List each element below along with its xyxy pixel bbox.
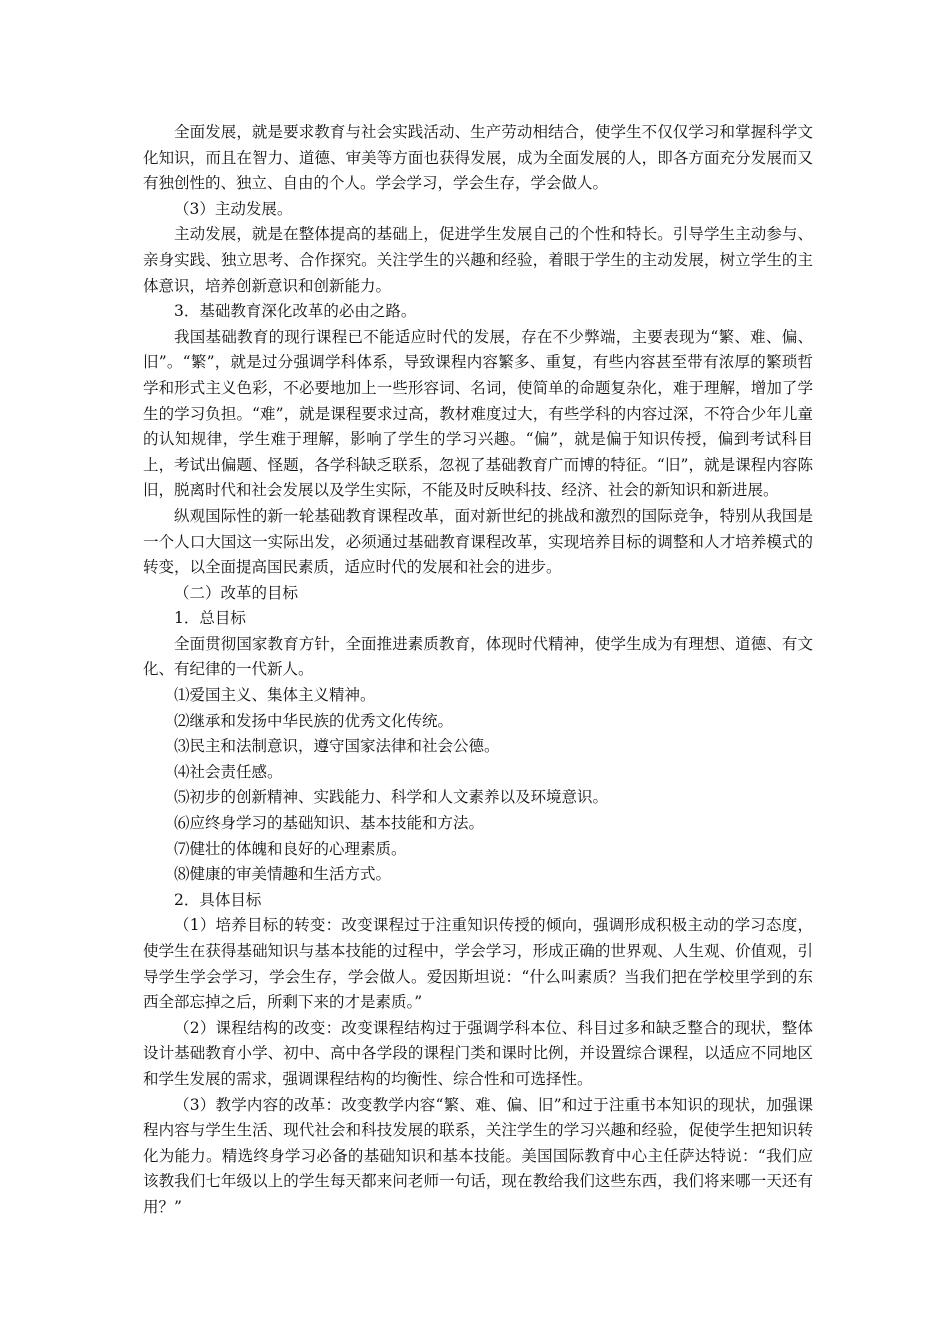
paragraph-comprehensive-development: 全面发展，就是要求教育与社会实践活动、生产劳动相结合，使学生不仅仅学习和掌握科学文化知识，而且在智力、道德、审美等方面也获得发展，成为全面发展的人，即各方面充分发展而又有独创性的、独立、自由的个人。学会学习，学会生存，学会做人。 xyxy=(143,123,813,193)
paragraph-curriculum-structure-change: （2）课程结构的改变：改变课程结构过于强调学科本位、科目过多和缺乏整合的现状，整体设计基础教育小学、初中、高中各学段的课程门类和课时比例，并设置综合课程，以适应不同地区和学生发展的需求，强调课程结构的均衡性、综合性和可选择性。 xyxy=(143,1018,813,1088)
list-item-goal-1: ⑴爱国主义、集体主义精神。 xyxy=(174,686,376,705)
heading-specific-goals: 2．具体目标 xyxy=(174,890,262,909)
paragraph-training-goal-change: （1）培养目标的转变：改变课程过于注重知识传授的倾向，强调形成积极主动的学习态度，使学生在获得基础知识与基本技能的过程中，学会学习，形成正确的世界观、人生观、价值观，引导学生学会学习，学会生存，学会做人。爱因斯坦说：“什么叫素质？当我们把在学校里学到的东西全部忘掉之后，所剩下来的才是素质。” xyxy=(143,916,813,1012)
list-item-goal-2: ⑵继承和发扬中华民族的优秀文化传统。 xyxy=(174,711,454,730)
heading-active-development: （3）主动发展。 xyxy=(174,199,293,218)
list-item-goal-8: ⑻健康的审美情趣和生活方式。 xyxy=(174,865,392,884)
heading-overall-goal: 1．总目标 xyxy=(174,609,246,628)
list-item-goal-6: ⑹应终身学习的基础知识、基本技能和方法。 xyxy=(174,814,485,833)
heading-reform-path: 3．基础教育深化改革的必由之路。 xyxy=(174,302,417,321)
document-body xyxy=(143,120,813,1221)
paragraph-overall-goal: 全面贯彻国家教育方针，全面推进素质教育，体现时代精神，使学生成为有理想、道德、有文化、有纪律的一代新人。 xyxy=(143,634,813,679)
paragraph-active-development: 主动发展，就是在整体提高的基础上，促进学生发展自己的个性和特长。引导学生主动参与、亲身实践、独立思考、合作探究。关注学生的兴趣和经验，着眼于学生的主动发展，树立学生的主体意识，培养创新意识和创新能力。 xyxy=(143,225,813,295)
heading-reform-goals: （二）改革的目标 xyxy=(174,583,299,602)
paragraph-international-reform: 纵观国际性的新一轮基础教育课程改革，面对新世纪的挑战和激烈的国际竞争，特别从我国是一个人口大国这一实际出发，必须通过基础教育课程改革，实现培养目标的调整和人才培养模式的转变，以全面提高国民素质，适应时代的发展和社会的进步。 xyxy=(143,506,813,577)
paragraph-teaching-content-reform: （3）教学内容的改革：改变教学内容“繁、难、偏、旧”和过于注重书本知识的现状，加强课程内容与学生生活、现代社会和科技发展的联系，关注学生的学习兴趣和经验，促使学生把知识转化为能力。精选终身学习必备的基础知识和基本技能。美国国际教育中心主任萨达特说：“我们应该教我们七年级以上的学生每天都来问老师一句话，现在教给我们这些东西，我们将来哪一天还有用？” xyxy=(143,1095,813,1216)
list-item-goal-5: ⑸初步的创新精神、实践能力、科学和人文素养以及环境意识。 xyxy=(174,788,609,807)
paragraph-current-curriculum-problems: 我国基础教育的现行课程已不能适应时代的发展，存在不少弊端，主要表现为“繁、难、偏、旧”。“繁”，就是过分强调学科体系，导致课程内容繁多、重复，有些内容甚至带有浓厚的繁琐哲学和形式主义色彩，不必要地加上一些形容词、名词，使简单的命题复杂化，难于理解，增加了学生的学习负担。“难”，就是课程要求过高，教材难度过大，有些学科的内容过深，不符合少年儿童的认知规律，学生难于理解，影响了学生的学习兴趣。“偏”，就是偏于知识传授，偏到考试科目上，考试出偏题、怪题，各学科缺乏联系，忽视了基础教育广而博的特征。“旧”，就是课程内容陈旧，脱离时代和社会发展以及学生实际，不能及时反映科技、经济、社会的新知识和新进展。 xyxy=(143,327,813,500)
list-item-goal-4: ⑷社会责任感。 xyxy=(174,762,283,781)
list-item-goal-7: ⑺健壮的体魄和良好的心理素质。 xyxy=(174,839,407,858)
list-item-goal-3: ⑶民主和法制意识，遵守国家法律和社会公德。 xyxy=(174,737,500,756)
